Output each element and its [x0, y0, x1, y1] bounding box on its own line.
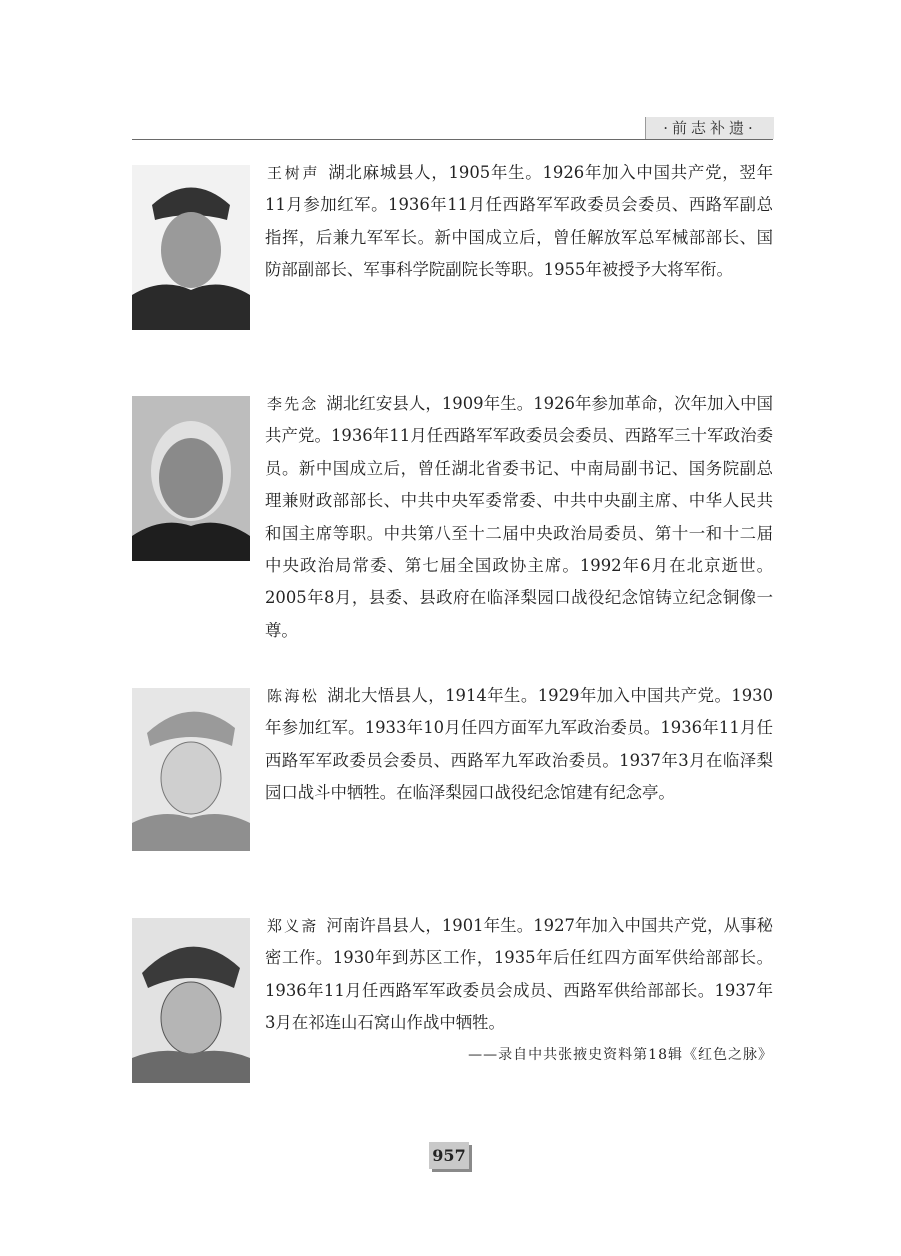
biography-wang-shusheng: [265, 157, 773, 287]
person-name: 陈海松: [267, 687, 320, 705]
biography-text: 河南许昌县人，1901年生。1927年加入中国共产党，从事秘密工作。1930年到苏区工作，1935年后任红四方面军供给部部长。1936年11月任西路军军政委员会成员、西路军供给部部长。1937年3月在祁连山石窝山作战中牺牲。: [265, 916, 773, 1033]
portrait-zheng-yizhai-icon: [132, 918, 250, 1083]
biography-chen-haisong: [265, 680, 773, 810]
biography-text: 湖北麻城县人，1905年生。1926年加入中国共产党，翌年11月参加红军。1936年11月任西路军军政委员会委员、西路军副总指挥，后兼九军军长。新中国成立后，曾任解放军总军械部部长、国防部副部长、军事科学院副院长等职。1955年被授予大将军衔。: [265, 163, 773, 280]
portrait-photo: [132, 396, 250, 561]
page-number: 957: [429, 1142, 469, 1169]
source-citation: ——录自中共张掖史资料第18辑《红色之脉》: [468, 1047, 773, 1063]
header-rule: [132, 139, 773, 140]
portrait-sketch: [132, 918, 250, 1083]
portrait-photo: [132, 165, 250, 330]
section-header-tab: ·前志补遗·: [645, 117, 774, 139]
biography-li-xiannian: [265, 388, 773, 647]
biography-zheng-yizhai: [265, 910, 773, 1040]
person-name: 郑义斋: [267, 917, 319, 935]
portrait-li-xiannian-icon: [132, 396, 250, 561]
portrait-wang-shusheng-icon: [132, 165, 250, 330]
portrait-sketch: [132, 688, 250, 851]
person-name: 王树声: [267, 164, 321, 182]
biography-text: 湖北大悟县人，1914年生。1929年加入中国共产党。1930年参加红军。1933年10月任四方面军九军政治委员。1936年11月任西路军军政委员会委员、西路军九军政治委员。1937年3月在临泽梨园口战斗中牺牲。在临泽梨园口战役纪念馆建有纪念亭。: [265, 686, 773, 803]
biography-text: 湖北红安县人，1909年生。1926年参加革命，次年加入中国共产党。1936年11月任西路军军政委员会委员、西路军三十军政治委员。新中国成立后，曾任湖北省委书记、中南局副书记、国务院副总理兼财政部部长、中共中央军委常委、中共中央副主席、中华人民共和国主席等职。中共第八至十二届中央政治局委员、第十一和十二届中央政治局常委、第七届全国政协主席。1992年6月在北京逝世。2005年8月，县委、县政府在临泽梨园口战役纪念馆铸立纪念铜像一尊。: [265, 394, 773, 640]
person-name: 李先念: [267, 395, 319, 413]
portrait-chen-haisong-icon: [132, 688, 250, 851]
